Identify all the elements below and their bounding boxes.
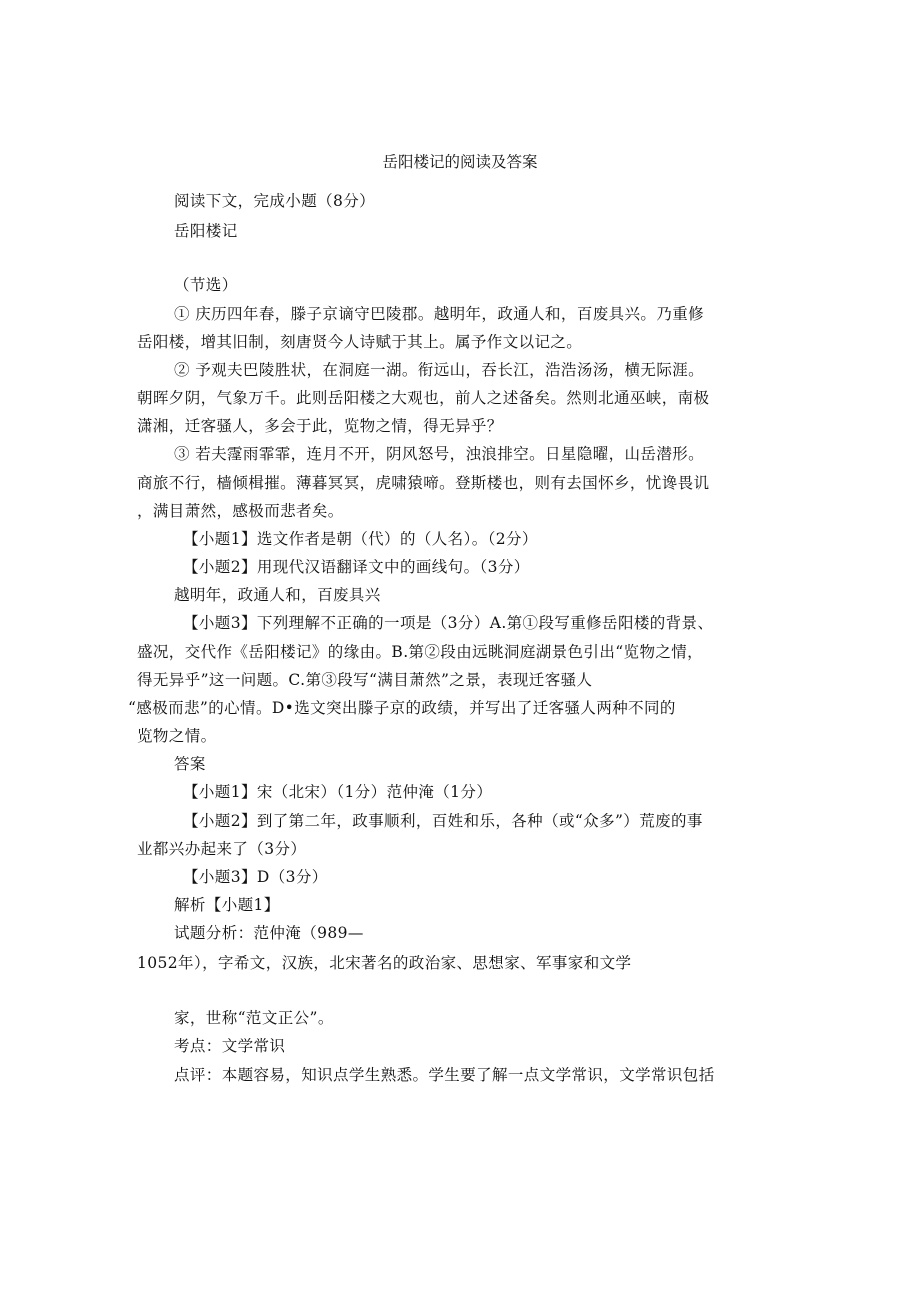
doc-line: ① 庆历四年春，滕子京谪守巴陵郡。越明年，政通人和，百废具兴。乃重修 [174,305,705,323]
doc-line: 览物之情。 [137,727,217,745]
doc-line: 盛况，交代作《岳阳楼记》的缘由。B.第②段由远眺洞庭湖景色引出“览物之情， [137,643,704,661]
doc-line: 【小题2】到了第二年，政事顺利，百姓和乐，各种（或“众多”）荒废的事 [183,812,703,830]
doc-line: 得无异乎”这一问题。C.第③段写“满目萧然”之景，表现迁客骚人 [137,671,593,689]
doc-line: 业都兴办起来了（3分） [137,840,307,858]
doc-line: 考点：文学常识 [174,1037,286,1055]
doc-line: 【小题1】选文作者是朝（代）的（人名）。（2分） [183,530,538,548]
doc-line: ② 予观夫巴陵胜状，在洞庭一湖。衔远山，吞长江，浩浩汤汤，横无际涯。 [174,361,705,379]
doc-line: 朝晖夕阴，气象万千。此则岳阳楼之大观也，前人之述备矣。然则北通巫峡，南极 [137,389,710,407]
doc-line: 解析【小题1】 [174,896,280,914]
doc-line: 试题分析：范仲淹（989— [174,924,364,942]
doc-line: 岳阳楼，增其旧制，刻唐贤今人诗赋于其上。属予作文以记之。 [137,333,583,351]
doc-line: 点评：本题容易，知识点学生熟悉。学生要了解一点文学常识，文学常识包括 [174,1066,715,1084]
doc-line: 潇湘，迁客骚人，多会于此，览物之情，得无异乎？ [137,417,503,435]
doc-line: 答案 [174,755,206,773]
doc-line: ③ 若夫霪雨霏霏，连月不开，阴风怒号，浊浪排空。日星隐曜，山岳潜形。 [174,445,705,463]
doc-line: 1052年），字希文，汉族，北宋著名的政治家、思想家、军事家和文学 [137,954,632,972]
doc-line: 阅读下文，完成小题（8分） [174,192,376,210]
doc-line: ，满目萧然，感极而悲者矣。 [137,502,344,520]
doc-line: 越明年，政通人和，百废具兴 [174,586,381,604]
doc-line: 【小题2】用现代汉语翻译文中的画线句。（3分） [183,558,530,576]
doc-line: “感极而悲”的心情。D•选文突出滕子京的政绩，并写出了迁客骚人两种不同的 [128,699,676,717]
doc-line: 岳阳楼记 [174,222,238,240]
doc-line: 【小题1】宋（北宋）（1分）范仲淹（1分） [183,783,493,801]
doc-line: 商旅不行，樯倾楫摧。薄暮冥冥，虎啸猿啼。登斯楼也，则有去国怀乡，忧谗畏讥 [137,474,710,492]
doc-line: （节选） [174,276,238,294]
doc-line: 【小题3】下列理解不正确的一项是（3分）A.第①段写重修岳阳楼的背景、 [183,614,714,632]
doc-line: 【小题3】D（3分） [183,868,328,886]
doc-line: 家，世称“范文正公”。 [174,1009,334,1027]
page-title: 岳阳楼记的阅读及答案 [382,153,538,171]
